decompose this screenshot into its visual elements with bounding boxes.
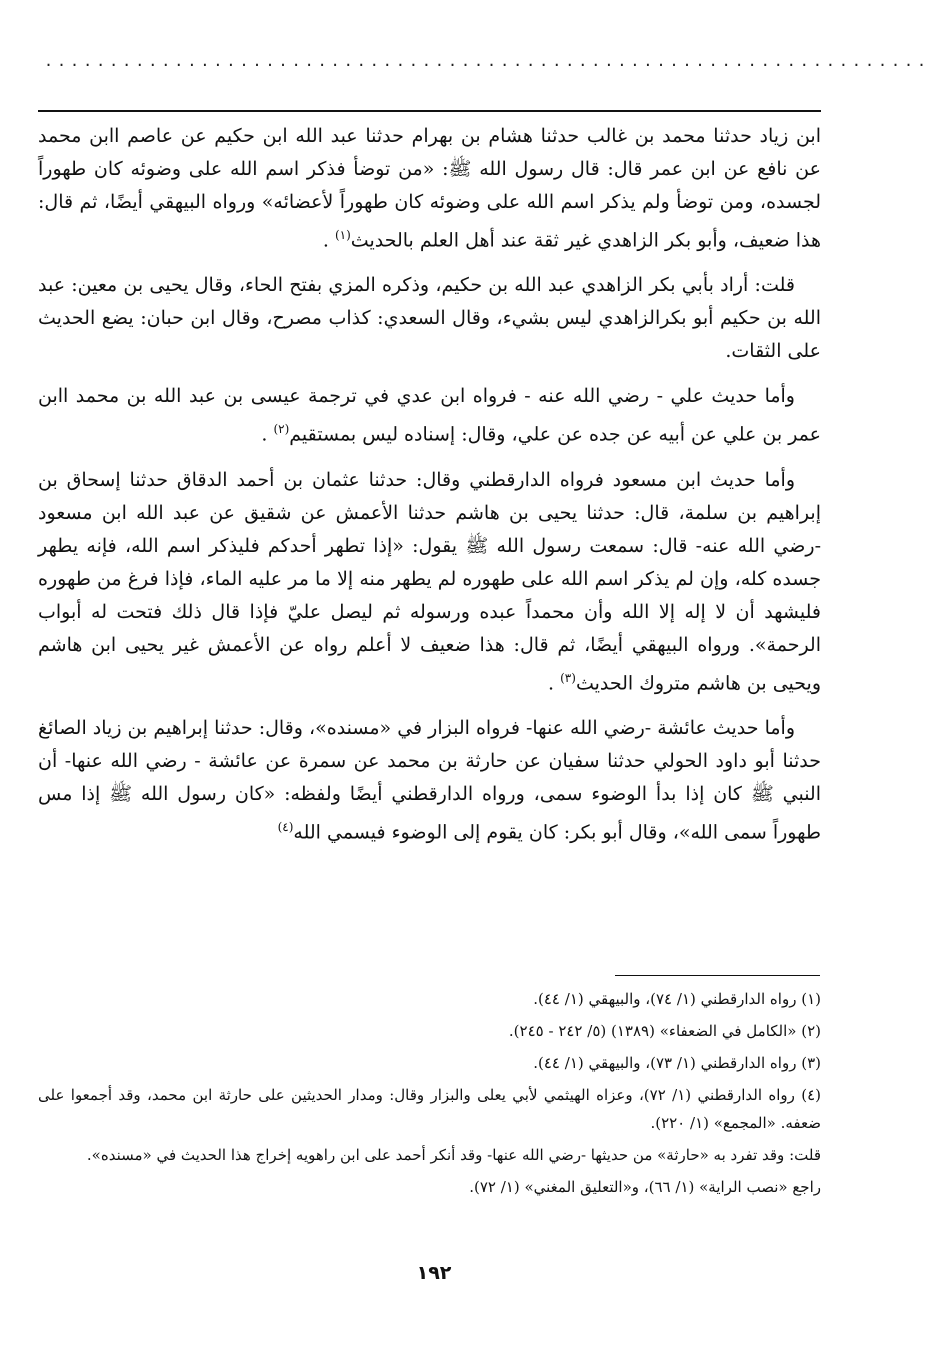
footnote-rule <box>615 975 820 976</box>
footnote-ref: (٣) <box>560 670 576 685</box>
page-number: ١٩٢ <box>416 1262 452 1284</box>
paragraph <box>38 712 821 849</box>
paragraph-text: ابن زياد حدثنا محمد بن غالب حدثنا هشام بن بهرام حدثنا عبد الله ابن حكيم عن عاصم اابن محمد عن نافع عن ابن عمر قال: قال رسول الله ﷺ: «من توضأ فذكر اسم الله على وضوئه كان طهوراً لجسده، ومن توضأ ولم يذكر اسم الله على وضوئه كان طهوراً لأعضائه» ورواه البيهقي أيضًا، ثم قال: هذا ضعيف، وأبو بكر الزاهدي غير ثقة عند أهل العلم بالحديث <box>38 125 821 252</box>
footnote-note: راجع «نصب الراية» (١/ ٦٦)، و«التعليق المغني» (١/ ٧٢). <box>469 1178 821 1196</box>
footnote-ref: (١) <box>334 228 351 242</box>
main-text <box>38 120 821 861</box>
footnote: (٤) رواه الدارقطني (١/ ٧٢)، وعزاه الهيثمي لأبي يعلى والبزار وقال: ومدار الحديثين على حارثة ابن محمد، وقد أجمعوا على ضعفه. «المجمع» (١/ ٢٢٠). <box>38 1086 821 1132</box>
paragraph-tail: . <box>548 671 561 694</box>
footnote: (٢) «الكامل في الضعفاء» (١٣٨٩) (٥/ ٢٤٢ - ٢٤٥). <box>508 1022 821 1040</box>
footnote-ref: (٤) <box>277 819 294 834</box>
footnote-ref: (٢) <box>273 422 290 437</box>
paragraph-text: وأما حديث عائشة -رضي الله عنها- فرواه البزار في «مسنده»، وقال: حدثنا إبراهيم بن زياد الصائغ حدثنا أبو داود الحولي حدثنا سفيان عن حارثة بن محمد عن سمرة عن عائشة - رضي الله عنها- أن النبي ﷺ كان إذا بدأ الوضوء سمى، ورواه الدارقطني أيضًا ولفظه: «كان رسول الله ﷺ إذا مس طهوراً سمى الله»، وقال أبو بكر: كان يقوم إلى الوضوء فيسمي الله <box>38 716 821 844</box>
footnote: (١) رواه الدارقطني (١/ ٧٤)، والبيهقي (١/ ٤٤). <box>533 990 821 1008</box>
header-dotted-line: .................................................................... <box>44 52 930 70</box>
footnote: (٣) رواه الدارقطني (١/ ٧٣)، والبيهقي (١/ ٤٤). <box>533 1054 821 1072</box>
paragraph <box>38 380 821 451</box>
paragraph-tail: . <box>322 229 335 252</box>
paragraph-text: وأما حديث علي - رضي الله عنه - فرواه ابن عدي في ترجمة عيسى بن عبد الله بن محمد اابن عمر بن علي عن أبيه عن جده عن علي، وقال: إسناده ليس بمستقيم <box>38 385 821 446</box>
paragraph <box>38 269 821 368</box>
paragraph <box>38 464 821 700</box>
footnotes <box>38 985 821 1205</box>
paragraph-text: وأما حديث ابن مسعود فرواه الدارقطني وقال: حدثنا عثمان بن أحمد الدقاق حدثنا إسحاق بن إبراهيم بن سلمة، قال: حدثنا يحيى بن هاشم حدثنا الأعمش عن شقيق عن عبد الله ابن مسعود -رضي الله عنه- قال: سمعت رسول الله ﷺ يقول: «إذا تطهر أحدكم فليذكر اسم الله، فإنه يطهر جسده كله، وإن لم يذكر اسم الله على طهوره لم يطهر منه إلا ما مر عليه الماء، فإذا فرغ من طهوره فليشهد أن لا إله إلا الله وأن محمداً عبده ورسوله ثم ليصل عليّ فإذا قال ذلك فتحت له أبواب الرحمة». ورواه البيهقي أيضًا، ثم قال: هذا ضعيف لا أعلم رواه عن الأعمش غير يحيى ابن هاشم ويحيى بن هاشم متروك الحديث <box>38 468 821 694</box>
footnote-note: قلت: وقد تفرد به «حارثة» من حديثها -رضي الله عنها- وقد أنكر أحمد على ابن راهويه إخراج هذا الحديث في «مسنده». <box>86 1146 821 1164</box>
paragraph-tail: . <box>261 423 274 446</box>
header-rule <box>38 110 821 112</box>
paragraph-text: قلت: أراد بأبي بكر الزاهدي عبد الله بن حكيم، وذكره المزي بفتح الحاء، وقال يحيى بن معين: عبد الله بن حكيم أبو بكرالزاهدي ليس بشيء، وقال السعدي: كذاب مصرح، وقال ابن حبان: يضع الحديث على الثقات. <box>38 274 821 363</box>
paragraph <box>38 120 821 257</box>
